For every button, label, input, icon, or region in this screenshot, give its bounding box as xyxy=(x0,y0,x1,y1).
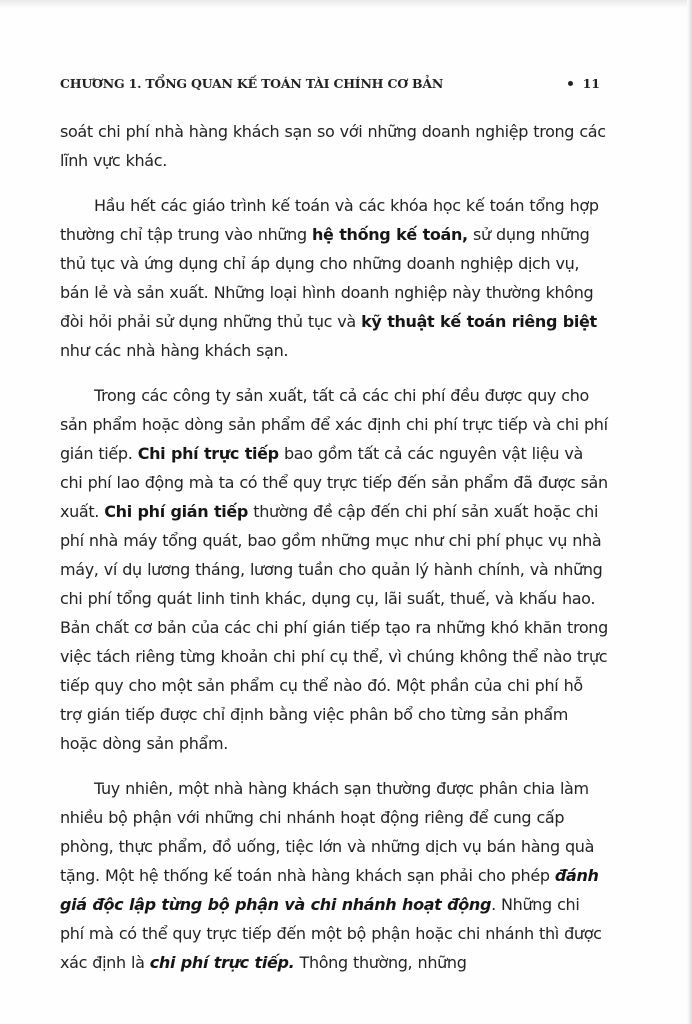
text-run: soát chi phí nhà hàng khách sạn so với những doanh nghiệp trong các lĩnh vực khác. xyxy=(60,122,606,170)
text-run: bao gồm tất cả các nguyên vật liệu và chi phí lao động mà ta có thể quy trực tiếp đến sản phẩm đã được sản xuất. xyxy=(60,444,608,521)
text-run: . Những chi phí mà có thể quy trực tiếp đến một bộ phận hoặc chi nhánh thì được xác định là xyxy=(60,895,602,972)
paragraph-2 xyxy=(60,191,608,365)
page-number: 11 xyxy=(582,76,600,91)
page-number-block xyxy=(568,76,600,91)
paragraph-3 xyxy=(60,381,608,758)
text-run: Hầu hết các giáo trình kế toán và các khóa học kế toán tổng hợp thường chỉ tập trung vào những xyxy=(60,196,599,244)
text-run: sử dụng những thủ tục và ứng dụng chỉ áp dụng cho những doanh nghiệp dịch vụ, bán lẻ và sản xuất. Những loại hình doanh nghiệp này thường không đòi hỏi phải sử dụng những thủ tục và xyxy=(60,225,594,331)
bold-text: Chi phí trực tiếp xyxy=(137,444,279,463)
bullet-icon xyxy=(568,81,573,86)
scan-shadow-top xyxy=(0,0,692,8)
text-run: thường đề cập đến chi phí sản xuất hoặc chi phí nhà máy tổng quát, bao gồm những mục như chi phí phục vụ nhà máy, ví dụ lương tháng, lương tuần cho quản lý hành chính, và những chi phí tổng quát linh tinh khác, dụng cụ, lãi suất, thuế, và khấu hao. Bản chất cơ bản của các chi phí gián tiếp tạo ra những khó khăn trong việc tách riêng từng khoản chi phí cụ thể, vì chúng không thể nào trực tiếp quy cho một sản phẩm cụ thể nào đó. Một phần của chi phí hỗ trợ gián tiếp được chỉ định bằng việc phân bổ cho từng sản phẩm hoặc dòng sản phẩm. xyxy=(60,502,608,753)
chapter-title: CHƯƠNG 1. TỔNG QUAN KẾ TOÁN TÀI CHÍNH CƠ BẢN xyxy=(60,76,444,91)
paragraph-1 xyxy=(60,117,608,175)
bold-italic-text: đánh giá độc lập từng bộ phận và chi nhánh hoạt động xyxy=(60,866,599,914)
bold-text: hệ thống kế toán, xyxy=(312,225,468,244)
text-run: Tuy nhiên, một nhà hàng khách sạn thường được phân chia làm nhiều bộ phận với những chi nhánh hoạt động riêng để cung cấp phòng, thực phẩm, đồ uống, tiệc lớn và những dịch vụ bán hàng quà tặng. Một hệ thống kế toán nhà hàng khách sạn phải cho phép xyxy=(60,779,595,885)
bold-text: Chi phí gián tiếp xyxy=(104,502,249,521)
text-run: Trong các công ty sản xuất, tất cả các chi phí đều được quy cho sản phẩm hoặc dòng sản phẩm để xác định chi phí trực tiếp và chi phí gián tiếp. xyxy=(60,386,608,463)
text-run: như các nhà hàng khách sạn. xyxy=(60,341,289,360)
running-header xyxy=(60,76,600,96)
scan-shadow-right xyxy=(687,0,692,1024)
text-run: Thông thường, những xyxy=(294,953,467,972)
body-text xyxy=(60,117,608,993)
bold-italic-text: chi phí trực tiếp. xyxy=(149,953,295,972)
paragraph-4 xyxy=(60,774,608,977)
bold-text: kỹ thuật kế toán riêng biệt xyxy=(361,312,597,331)
